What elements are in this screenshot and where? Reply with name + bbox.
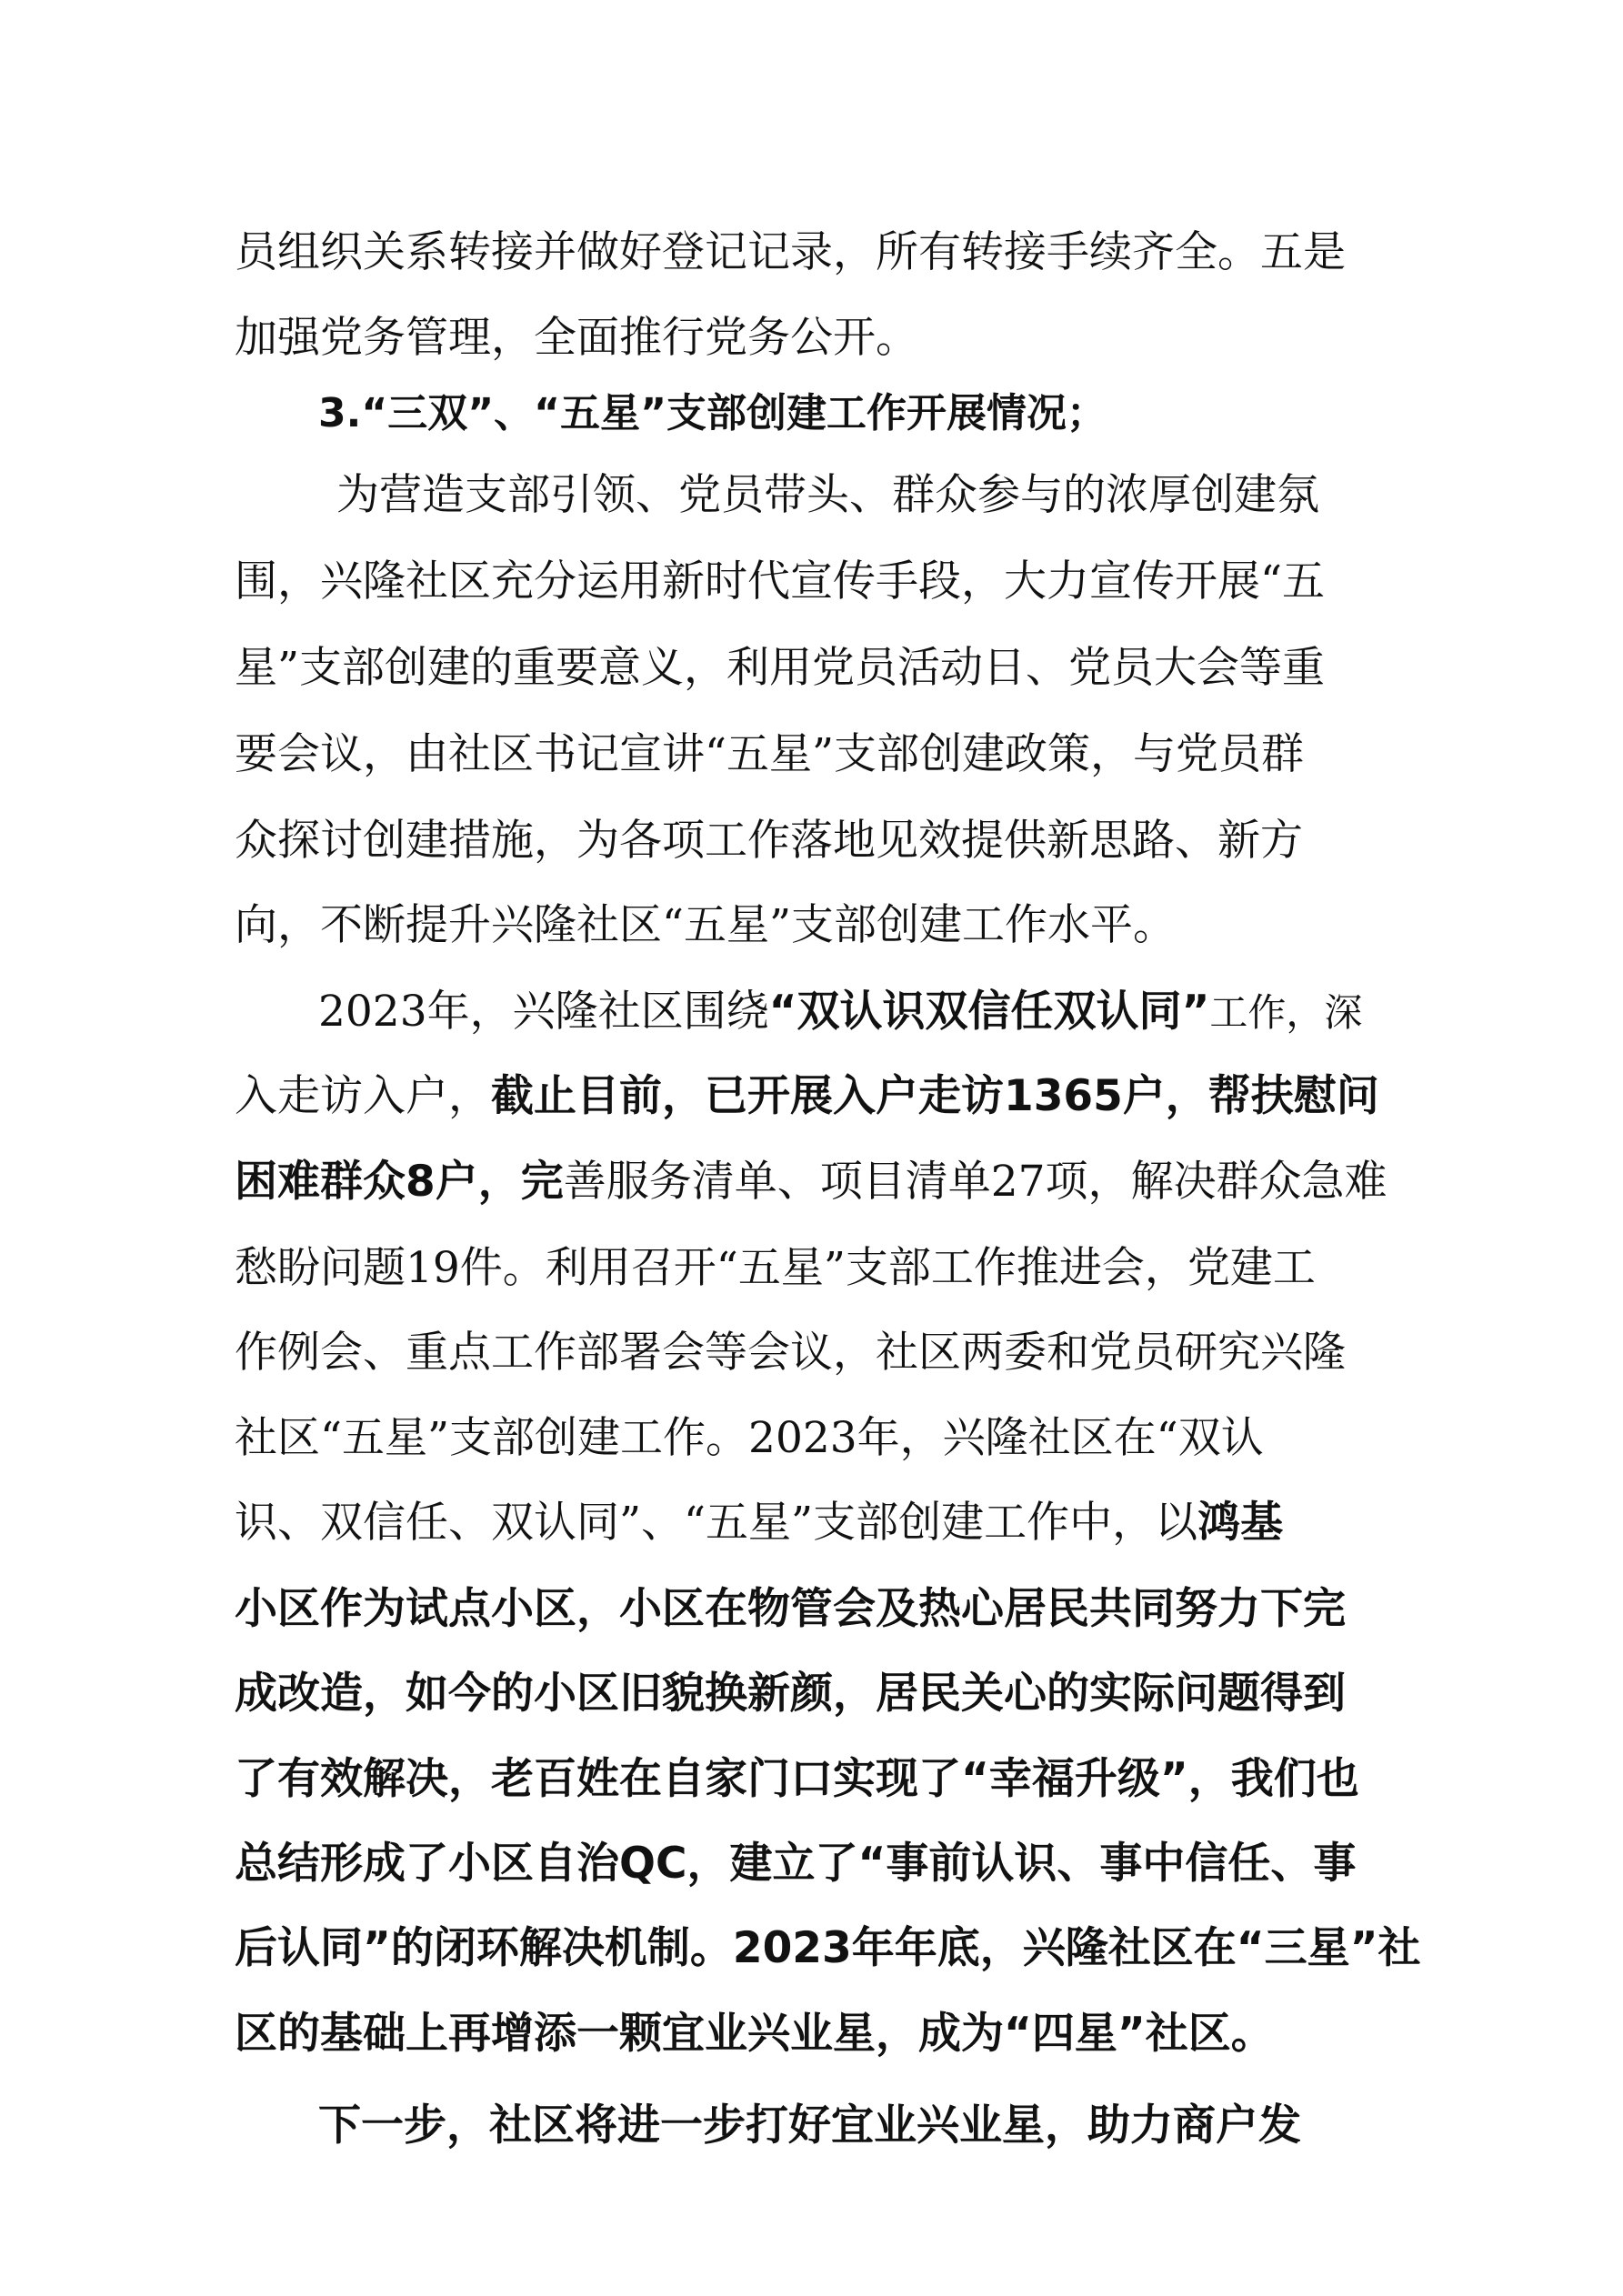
paragraph-line: 众探讨创建措施，为各项工作落地见效提供新思路、新方	[235, 816, 1303, 866]
paragraph-line: 下一步，社区将进一步打好宜业兴业星，助力商户发	[318, 2100, 1301, 2151]
paragraph-line: 星”支部创建的重要意义，利用党员活动日、党员大会等重	[235, 643, 1326, 693]
paragraph-line: 成改造，如今的小区旧貌换新颜，居民关心的实际问题得到	[235, 1669, 1346, 1719]
paragraph-line: 社区“五星”支部创建工作。2023年，兴隆社区在“双认	[235, 1413, 1264, 1463]
paragraph-line: 区的基础上再增添一颗宜业兴业星，成为“四星”社区。	[235, 2009, 1274, 2059]
bold-run: 截止目前，已开展入户走访1365户，帮扶慰问	[491, 1071, 1379, 1121]
paragraph-line: 员组织关系转接并做好登记记录，所有转接手续齐全。五是	[235, 227, 1346, 277]
text-run: 2023年，兴隆社区围绕	[318, 987, 769, 1037]
paragraph-line: 为营造支部引领、党员带头、群众参与的浓厚创建氛	[336, 470, 1319, 520]
paragraph-line	[235, 1496, 1283, 1550]
paragraph-line: 围，兴隆社区充分运用新时代宣传手段，大力宣传开展“五	[235, 556, 1326, 607]
paragraph-line	[235, 1069, 1379, 1124]
paragraph-line: 愁盼问题19件。利用召开“五星”支部工作推进会，党建工	[235, 1243, 1316, 1293]
paragraph-line: 作例会、重点工作部署会等会议，社区两委和党员研究兴隆	[235, 1328, 1346, 1378]
paragraph-line: 后认同”的闭环解决机制。2023年年底，兴隆社区在“三星”社	[235, 1923, 1421, 1973]
paragraph-line: 小区作为试点小区，小区在物管会及热心居民共同努力下完	[235, 1584, 1346, 1634]
text-run: 识、双信任、双认同”、“五星”支部创建工作中，以	[235, 1498, 1198, 1548]
text-run: 工作，深	[1209, 990, 1363, 1035]
bold-run: 鸿基	[1197, 1498, 1284, 1548]
text-run: 善服务清单、项目清单27项，解决群众急难	[563, 1157, 1388, 1207]
section-heading: 3.“三双”、“五星”支部创建工作开展情况；	[318, 390, 1107, 436]
paragraph-line: 要会议，由社区书记宣讲“五星”支部创建政策，与党员群	[235, 729, 1305, 779]
paragraph-line	[318, 985, 1362, 1039]
paragraph-line	[235, 1155, 1388, 1209]
bold-run: 困难群众8户，完	[235, 1157, 564, 1207]
text-run: 入走访入户，	[235, 1071, 491, 1121]
paragraph-line: 向，不断提升兴隆社区“五星”支部创建工作水平。	[235, 900, 1177, 950]
paragraph-line: 总结形成了小区自治QC，建立了“事前认识、事中信任、事	[235, 1839, 1357, 1889]
paragraph-line: 加强党务管理，全面推行党务公开。	[235, 313, 918, 363]
bold-run: “双认识双信任双认同”	[768, 987, 1210, 1037]
paragraph-line: 了有效解决，老百姓在自家门口实现了“幸福升级”，我们也	[235, 1754, 1359, 1804]
